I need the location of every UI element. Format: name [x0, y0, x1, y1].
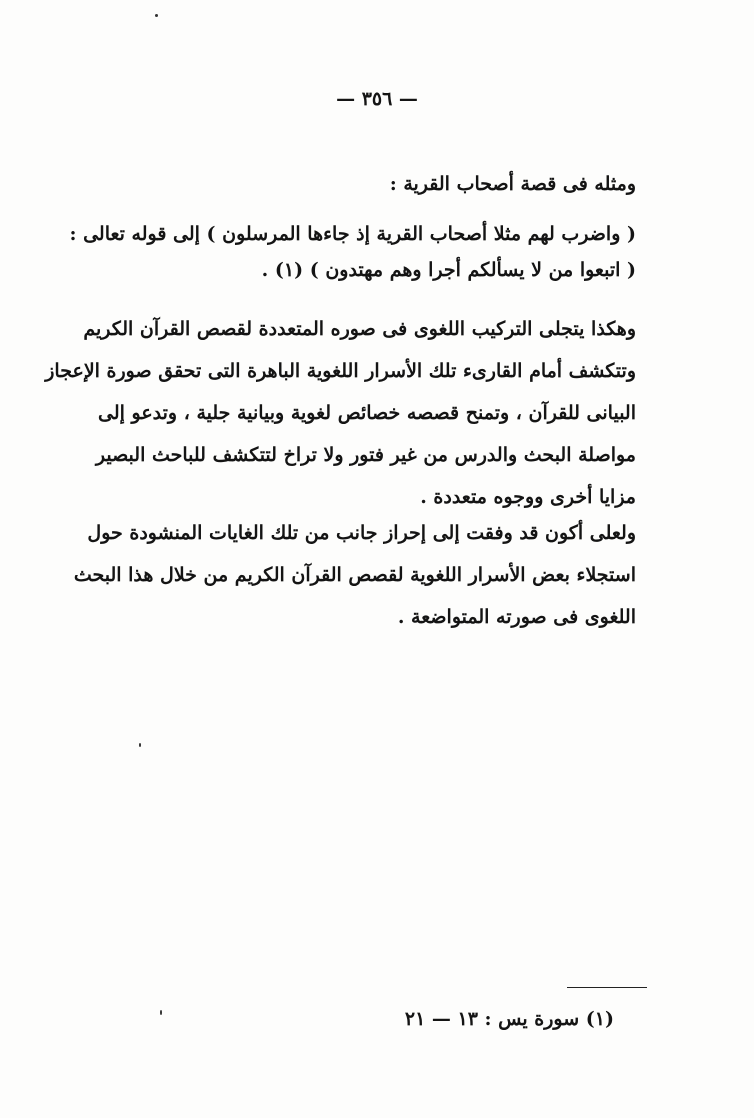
paragraph-line: وتتكشف أمام القارىء تلك الأسرار اللغوية الباهرة التى تحقق صورة الإعجاز [45, 360, 636, 382]
footnote: (١) سورة يس : ١٣ — ٢١ [404, 1008, 614, 1030]
ink-speck [160, 1010, 162, 1015]
paragraph-line: ولعلى أكون قد وفقت إلى إحراز جانب من تلك الغايات المنشودة حول [87, 522, 636, 544]
quranic-quote [69, 216, 636, 288]
intro-line: ومثله فى قصة أصحاب القرية : [389, 173, 636, 195]
paragraph-closing [73, 512, 636, 638]
quote-line: ( واضرب لهم مثلا أصحاب القرية إذ جاءها المرسلون ) إلى قوله تعالى : [69, 223, 636, 245]
quote-line: ( اتبعوا من لا يسألكم أجرا وهم مهتدون ) (١) . [261, 259, 636, 281]
page-number: — ٣٥٦ — [336, 88, 418, 110]
paragraph-conclusion [45, 308, 636, 518]
paragraph-line: استجلاء بعض الأسرار اللغوية لقصص القرآن الكريم من خلال هذا البحث [73, 564, 636, 586]
ink-speck [139, 743, 141, 747]
paragraph-line: اللغوى فى صورته المتواضعة . [397, 606, 636, 628]
intro-line-block [116, 164, 636, 204]
ink-speck [155, 14, 158, 17]
paragraph-line: مزايا أخرى ووجوه متعددة . [420, 486, 636, 508]
paragraph-line: مواصلة البحث والدرس من غير فتور ولا تراخ لتتكشف للباحث البصير [95, 444, 636, 466]
footnote-divider [567, 987, 647, 988]
paragraph-line: البيانى للقرآن ، وتمنح قصصه خصائص لغوية وبيانية جلية ، وتدعو إلى [97, 402, 636, 424]
paragraph-line: وهكذا يتجلى التركيب اللغوى فى صوره المتعددة لقصص القرآن الكريم [83, 318, 636, 340]
